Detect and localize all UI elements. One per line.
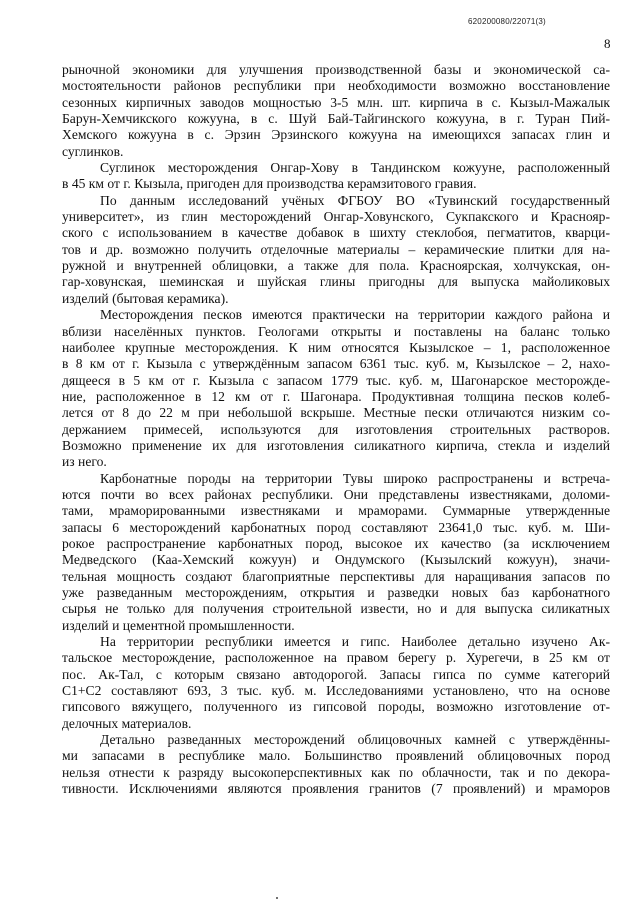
text-line: делочных материалов. <box>62 715 192 731</box>
text-line: ются почти во всех районах республики. Они представлены известняками, доломи- <box>62 486 610 502</box>
text-line: дящееся в 5 км от г. Кызыла с запасом 1779 тыс. куб. м, Шагонарское месторожде- <box>62 372 610 388</box>
text-line: сырья не только для получения строительной извести, но и для выпуска силикатных <box>62 601 610 617</box>
text-line: гар-ховунская, шеминская и шуйская глины пригодны для выпуска майоликовых <box>62 274 610 290</box>
text-line: Суглинок месторождения Онгар-Хову в Тандинском кожууне, расположенный <box>100 160 610 176</box>
text-line: вблизи населённых пунктов. Геологами открыты и поставлены на баланс только <box>62 323 610 339</box>
text-line: сезонных кирпичных заводов мощностью 3-5 млн. шт. кирпича в с. Кызыл-Мажалык <box>62 94 610 110</box>
document-id: 620200080/22071(3) <box>468 17 546 26</box>
text-line: тов и др. возможно получить отделочные материалы – керамические плитки для на- <box>62 241 610 257</box>
text-line: Барун-Хемчикского кожууна, в с. Шуй Бай-Тайгинского кожууна, в г. Туран Пий- <box>62 111 610 127</box>
page-number: 8 <box>604 36 611 51</box>
text-line: ского с использованием в качестве добавок в шихту стеклобоя, пегматитов, кварци- <box>62 225 610 241</box>
text-line: ружной и внутренней облицовки, а также для пола. Красноярская, холчукская, он- <box>62 258 610 274</box>
text-line: С1+С2 составляют 693, 3 тыс. куб. м. Исследованиями установлено, что на основе <box>62 683 610 699</box>
text-line: наиболее крупные месторождения. К ним относятся Кызылское – 1, расположенное <box>62 339 610 355</box>
text-line: рыночной экономики для улучшения производственной базы и экономической са- <box>62 62 610 77</box>
text-line: На территории республики имеется и гипс. Наиболее детально изучено Ак- <box>100 634 610 650</box>
text-line: изделий (бытовая керамика). <box>62 290 229 306</box>
text-line: в 8 км от г. Кызыла с утверждённым запасом 6361 тыс. куб. м, Кызылское – 2, нахо- <box>62 356 610 372</box>
text-line: изделий и цементной промышленности. <box>62 617 295 633</box>
text-line: нельзя отнести к разряду высокоперспективных как по облачности, так и по декора- <box>62 764 610 780</box>
text-line: держанием примесей, используются для изготовления строительных растворов. <box>62 421 610 437</box>
text-line: тальское месторождение, расположенное на правом берегу р. Хурегечи, в 25 км от <box>62 650 610 666</box>
text-line: Месторождения песков имеются практически на территории каждого района и <box>100 307 610 323</box>
text-line: тивности. Исключениями являются проявления гранитов (7 проявлений) и мраморов <box>62 781 610 797</box>
text-line: Возможно применение их для изготовления силикатного кирпича, стекла и изделий <box>62 437 610 453</box>
text-line: ние, расположенное в 12 км от г. Шагонара. Продуктивная толщина песков колеб- <box>62 388 610 404</box>
text-line: университет», из глин месторождений Онгар-Ховунского, Сукпакского и Краснояр- <box>62 209 610 225</box>
scan-speck <box>276 897 278 899</box>
text-line: Хемского кожууна в с. Эрзин Эрзинского кожууна на имеющихся запасах глин и <box>62 127 610 143</box>
text-line: пос. Ак-Тал, с которым связано автодорогой. Запасы гипса по сумме категорий <box>62 666 610 682</box>
text-line: гипсового вяжущего, полученного из гипсовой породы, возможно изготовление от- <box>62 699 610 715</box>
text-line: Карбонатные породы на территории Тувы широко распространены и встреча- <box>100 470 610 486</box>
text-line: Детально разведанных месторождений облицовочных камней с утверждённы- <box>100 732 610 748</box>
text-line: в 45 км от г. Кызыла, пригоден для производства керамзитового гравия. <box>62 176 477 192</box>
text-line: рокое распространение карбонатных пород, высокое их качество (за исключением <box>62 535 610 551</box>
text-line: мостоятельности районов республики при необходимости возможно восстановление <box>62 78 610 94</box>
text-line: лется от 8 до 22 м при небольшой вскрыше. Местные пески отличаются низким со- <box>62 405 610 421</box>
text-line: тами, мраморированными известняками и мраморами. Суммарные утвержденные <box>62 503 610 519</box>
text-line: По данным исследований учёных ФГБОУ ВО «Тувинский государственный <box>100 192 610 208</box>
text-line: запасы 6 месторождений карбонатных пород составляют 23641,0 тыс. куб. м. Ши- <box>62 519 610 535</box>
text-line: Медведского (Каа-Хемский кожуун) и Ондумского (Кызылский кожуун), значи- <box>62 552 610 568</box>
text-line: суглинков. <box>62 143 124 159</box>
text-line: уже разведанным месторождениям, открытия и разведки новых баз карбонатного <box>62 585 610 600</box>
text-line: тельная мощность создают благоприятные перспективы для наращивания запасов по <box>62 568 610 584</box>
text-line: из него. <box>62 454 107 470</box>
text-line: ми запасами в республике мало. Большинство проявлений облицовочных пород <box>62 748 610 764</box>
body-text <box>62 62 610 797</box>
